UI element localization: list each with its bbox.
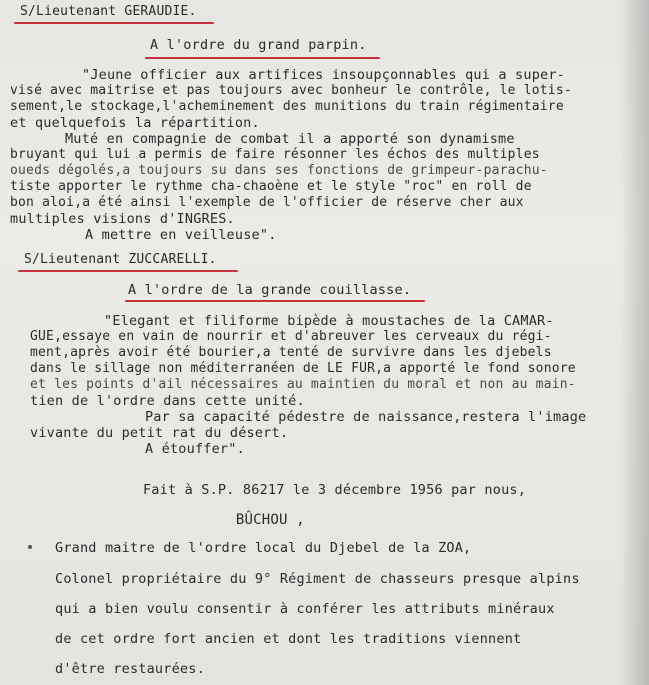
para2-line: A étouffer".	[120, 441, 245, 457]
recipient-heading-1: S/Lieutenant GERAUDIE.	[20, 4, 197, 19]
para2-line: Par sa capacité pédestre de naissance,restera l'image	[120, 409, 587, 425]
para2-line: tien de l'ordre dans cette unité.	[30, 393, 305, 409]
signoff-place-date: Fait à S.P. 86217 le 3 décembre 1956 par nous,	[118, 482, 527, 498]
para1-line: bruyant qui lui a permis de faire résonner les échos des multiples	[10, 147, 540, 162]
para1-line: "Jeune officier aux artifices insoupçonnables qui a super-	[82, 67, 566, 83]
para1-line: et quelquefois la répartition.	[10, 115, 260, 131]
para2-line: vivante du petit rat du désert.	[30, 425, 289, 441]
closing-line: de cet ordre fort ancien et dont les traditions viennent	[55, 631, 522, 647]
closing-line: d'être restaurées.	[55, 661, 205, 677]
para1-line: A mettre en veilleuse".	[60, 227, 277, 243]
para1-line: sement,le stockage,l'acheminement des munitions du train régimentaire	[10, 99, 564, 114]
para2-line: "Elegant et filiforme bipède à moustaches de la CAMAR-	[104, 313, 554, 329]
page-edge-shadow	[619, 0, 649, 685]
para1-line: multiples visions d'INGRES.	[10, 211, 235, 227]
recipient-heading-2: S/Lieutenant ZUCCARELLI.	[24, 252, 217, 267]
closing-line: Colonel propriétaire du 9° Régiment de chasseurs presque alpins	[55, 571, 580, 587]
order-1-underline	[145, 57, 380, 59]
order-title-2: A l'ordre de la grande couillasse.	[128, 282, 412, 298]
heading-1-underline	[14, 22, 214, 24]
order-2-underline	[125, 300, 425, 302]
closing-line: qui a bien voulu consentir à conférer les attributs minéraux	[55, 601, 555, 617]
para1-line: oueds dégolés,a toujours su dans ses fonctions de grimpeur-parachu-	[10, 163, 548, 178]
para1-line: bon aloi,a été ainsi l'exemple de l'officier de réserve cher aux	[10, 195, 524, 210]
bullet-marker	[28, 545, 32, 549]
signoff-name: BÛCHOU ,	[210, 512, 305, 528]
heading-2-underline	[18, 270, 238, 272]
para1-line: visé avec maitrise et pas toujours avec bonheur le contrôle, le lotis-	[10, 83, 572, 98]
closing-line: Grand maitre de l'ordre local du Djebel de la ZOA,	[55, 540, 472, 556]
order-title-1: A l'ordre du grand parpin.	[150, 37, 367, 53]
para2-line: ment,après avoir été bourier,a tenté de survivre dans les djebels	[30, 345, 552, 360]
para1-line: tiste apporter le rythme cha-chaoène et le style "roc" en roll de	[10, 179, 532, 194]
para2-line: dans le sillage non méditerranéen de LE FUR,a apporté le fond sonore	[30, 361, 576, 376]
para2-line: et les points d'ail nécessaires au maintien du moral et non au main-	[30, 377, 576, 392]
para2-line: GUE,essaye en vain de nourrir et d'abreuver les cerveaux du régi-	[30, 329, 552, 344]
para1-line: Muté en compagnie de combat il a apporté son dynamisme	[40, 131, 515, 147]
